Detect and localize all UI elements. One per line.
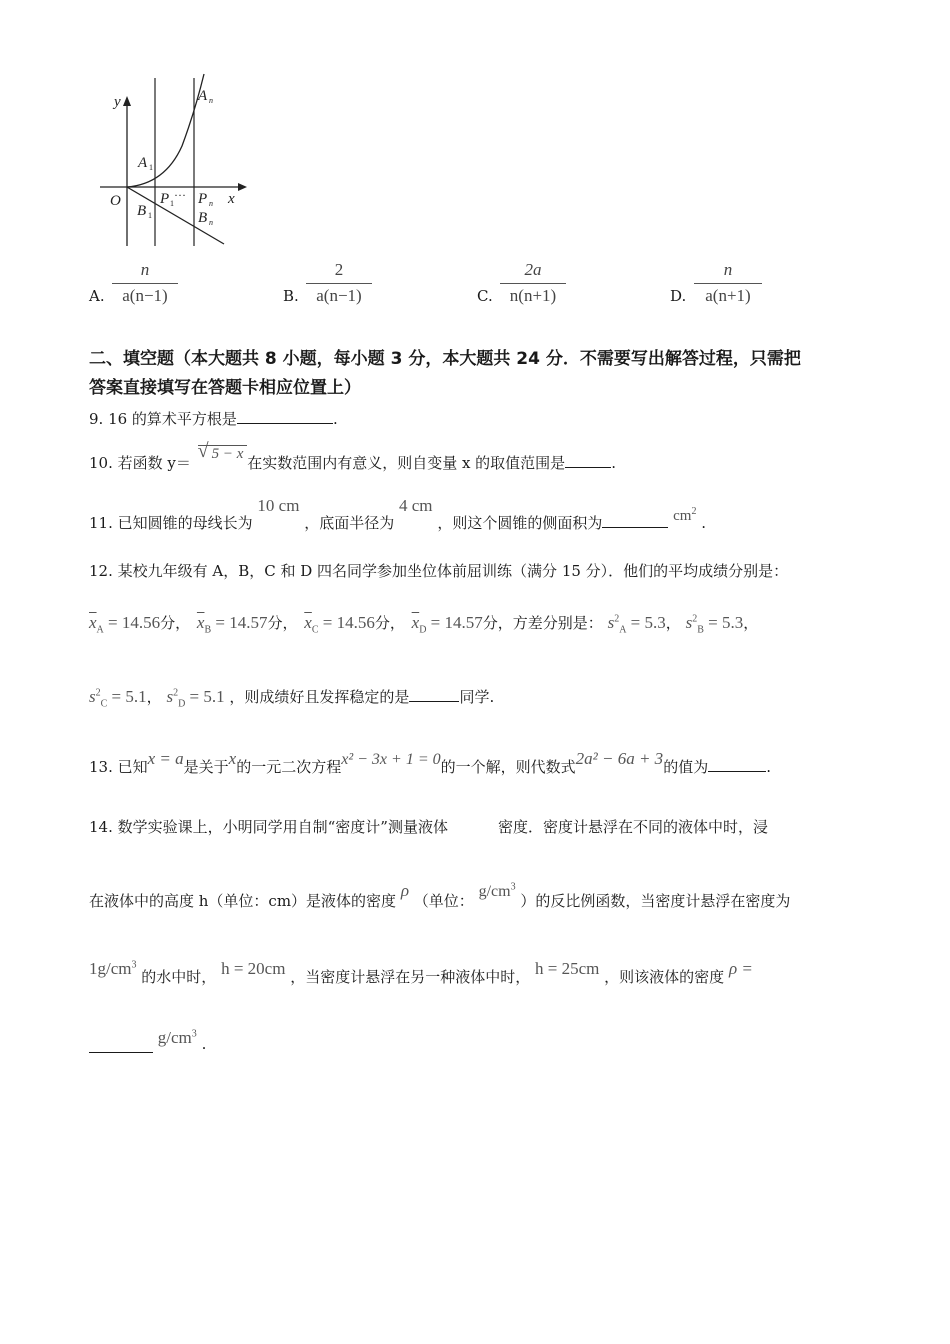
q11-v1: 10 cm: [257, 496, 300, 515]
q11-v2: 4 cm: [399, 496, 433, 515]
y-label: y: [114, 94, 121, 110]
q13-m4: 2a² − 6a + 3: [575, 749, 664, 768]
q12-var-a: $s^2_A = 5.3$: [607, 613, 666, 636]
q14-line1: 14. 数学实验课上，小明同学用自制“密度计”测量液体 密度．密度计悬浮在不同的液体中时，浸: [89, 818, 768, 836]
label-dots: ···: [174, 188, 186, 202]
q12-line1: 12. 某校九年级有 A，B，C 和 D 四名同学参加坐位体前屈训练（满分 15 分）．他们的平均成绩分别是：: [89, 562, 789, 580]
q12-var-c: $s^2_C = 5.1$: [89, 687, 147, 710]
q12-mean-b: $\overline{x}_B = 14.57$: [196, 613, 268, 636]
q14-rho2: ρ =: [728, 959, 753, 978]
section-heading-line1: 二、填空题（本大题共 8 小题，每小题 3 分，本大题共 24 分．不需要写出解答过程，只需把: [89, 349, 801, 369]
q13-m3: x² − 3x + 1 = 0: [341, 751, 441, 768]
q12-answer-blank[interactable]: [409, 687, 459, 702]
q12-line3: $s^2_C = 5.1$， $s^2_D = 5.1$ ，则成绩好且发挥稳定的是 同学.: [89, 687, 495, 710]
q10-answer-blank[interactable]: [565, 453, 611, 468]
option-d-fraction: n a(n+1): [694, 260, 762, 306]
q11-end: .: [701, 514, 707, 532]
label-an: A: [198, 88, 208, 104]
q14-line3: $1g/cm^3$ 的水中时， h = 20cm ，当密度计悬浮在另一种液体中时， h = 25cm ，则该液体的密度 ρ =: [89, 959, 753, 986]
q10-post: 在实数范围内有意义，则自变量 x 的取值范围是: [247, 454, 566, 472]
q14-answer-blank[interactable]: [89, 1038, 153, 1053]
label-b1: B: [137, 203, 147, 219]
q14-v3: h = 25cm: [535, 959, 600, 978]
label-bn-sub: n: [209, 218, 213, 227]
label-p1: P: [160, 191, 170, 207]
label-pn: P: [198, 191, 208, 207]
q14-v1: $1g/cm^3$: [89, 959, 137, 978]
y-axis-arrow: [123, 96, 131, 106]
section-heading-line2: 答案直接填写在答题卡相应位置上）: [89, 378, 361, 398]
q9-answer-blank[interactable]: [237, 409, 333, 424]
q12-mean-c: $\overline{x}_C = 14.56$: [304, 613, 375, 636]
label-an-sub: n: [209, 96, 213, 105]
q14-rho: ρ: [400, 881, 410, 900]
question-9: [89, 408, 338, 429]
q11-answer-blank[interactable]: [602, 513, 668, 528]
q11-unit: $cm^2$: [673, 506, 697, 524]
q14-unit2: $g/cm^3$: [157, 1028, 197, 1047]
label-bn: B: [198, 210, 208, 226]
label-a1-sub: 1: [149, 163, 153, 172]
q14-unit: $g/cm^3$: [478, 881, 516, 900]
q14-line4: $g/cm^3$ .: [89, 1034, 206, 1054]
q13-m1: x = a: [147, 749, 184, 768]
q14-v2: h = 20cm: [221, 959, 286, 978]
q11-mid: ，底面半径为: [304, 514, 395, 532]
q10-radical: √ 5 − x: [198, 445, 248, 462]
question-13: 13. 已知x = a是关于x的一元二次方程x² − 3x + 1 = 0的一个解，则代数式2a² − 6a + 3的值为 .: [89, 749, 771, 776]
q10-pre: 10. 若函数 y＝: [89, 454, 191, 472]
option-b-fraction: 2 a(n−1): [306, 260, 372, 306]
option-c-fraction: 2a n(n+1): [500, 260, 566, 306]
q11-pre: 11. 已知圆锥的母线长为: [89, 514, 253, 532]
q14-line2: 在液体中的高度 h（单位：cm）是液体的密度 ρ （单位： $g/cm^3$ ）的反比例函数，当密度计悬浮在密度为: [89, 881, 791, 910]
option-d-letter: D.: [670, 287, 687, 305]
q12-line2: $\overline{x}_A = 14.56$分， $\overline{x}_B = 14.57$分， $\overline{x}_C = 14.56$分， $\overline{x}_D = 14.57$分，方差分别是： $s^2_A = 5.3$， $s^2_B = 5.3$，: [89, 613, 759, 636]
label-a1: A: [138, 155, 148, 171]
option-a-fraction: n a(n−1): [112, 260, 178, 306]
q12-mean-d: $\overline{x}_D = 14.57$: [411, 613, 483, 636]
label-b1-sub: 1: [148, 211, 152, 220]
x-axis-arrow: [238, 183, 247, 191]
q12-var-d: $s^2_D = 5.1$: [166, 687, 225, 710]
q9-text: 9. 16 的算术平方根是: [89, 410, 237, 428]
q13-answer-blank[interactable]: [708, 757, 766, 772]
q13-m2: x: [228, 749, 237, 768]
q9-end: .: [332, 410, 338, 428]
question-11: [89, 496, 707, 533]
option-c-letter: C.: [477, 287, 493, 305]
option-a-letter: A.: [89, 287, 105, 305]
q11-post: ，则这个圆锥的侧面积为: [437, 514, 603, 532]
origin-label: O: [110, 193, 121, 209]
graph-figure: [90, 66, 260, 256]
label-p1-sub: 1: [170, 199, 174, 208]
q10-end: .: [611, 454, 616, 472]
label-pn-sub: n: [209, 199, 213, 208]
question-10: [89, 440, 616, 473]
q12-var-b: $s^2_B = 5.3$: [685, 613, 744, 636]
option-b-letter: B.: [283, 287, 299, 305]
x-label: x: [228, 191, 235, 207]
q12-mean-a: $\overline{x}_A = 14.56$: [89, 613, 161, 636]
